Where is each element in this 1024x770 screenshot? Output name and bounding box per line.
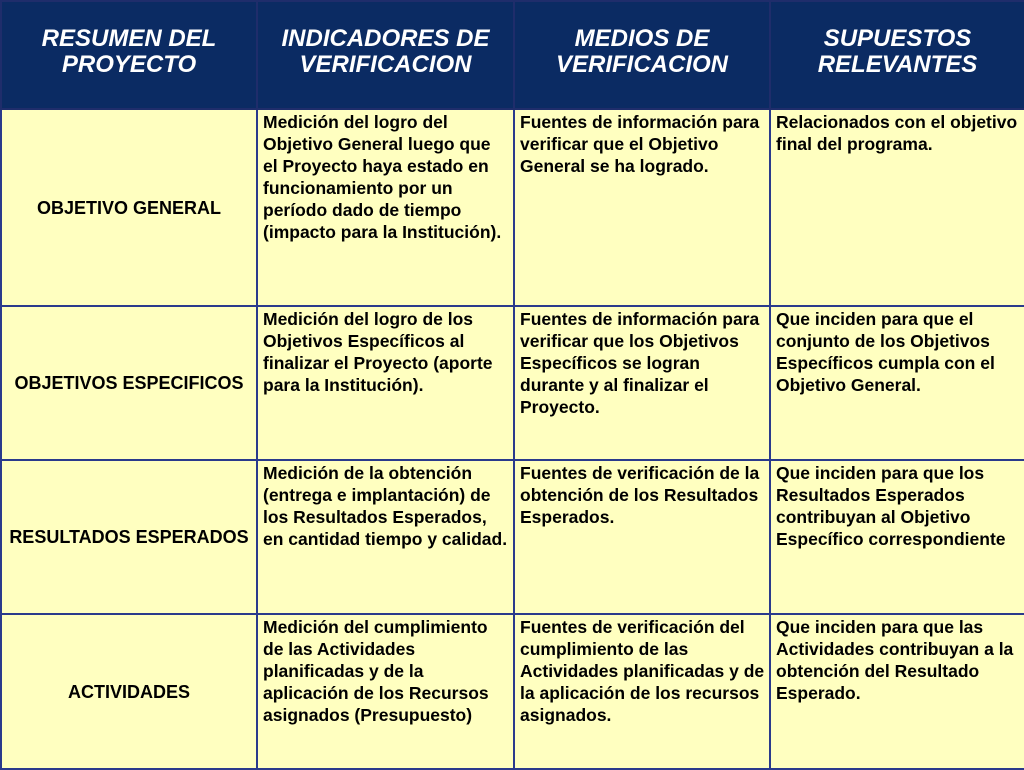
header-resumen: RESUMEN DEL PROYECTO [1, 1, 257, 109]
table-row-objetivos-especificos [1, 306, 1024, 460]
table-row-objetivo-general [1, 109, 1024, 306]
cell-indicadores: Medición de la obtención (entrega e implantación) de los Resultados Esperados, en cantidad tiempo y calidad. [257, 460, 514, 614]
header-row [1, 1, 1024, 109]
cell-medios: Fuentes de verificación del cumplimiento de las Actividades planificadas y de la aplicación de los recursos asignados. [514, 614, 770, 769]
cell-medios: Fuentes de información para verificar que el Objetivo General se ha logrado. [514, 109, 770, 306]
cell-medios: Fuentes de información para verificar que los Objetivos Específicos se logran durante y al finalizar el Proyecto. [514, 306, 770, 460]
cell-supuestos: Que inciden para que el conjunto de los Objetivos Específicos cumpla con el Objetivo General. [770, 306, 1024, 460]
table-row-resultados-esperados [1, 460, 1024, 614]
header-supuestos: SUPUESTOS RELEVANTES [770, 1, 1024, 109]
cell-supuestos: Que inciden para que los Resultados Esperados contribuyan al Objetivo Específico correspondiente [770, 460, 1024, 614]
row-label: RESULTADOS ESPERADOS [1, 460, 257, 614]
cell-indicadores: Medición del cumplimiento de las Actividades planificadas y de la aplicación de los Recursos asignados (Presupuesto) [257, 614, 514, 769]
cell-indicadores: Medición del logro del Objetivo General luego que el Proyecto haya estado en funcionamiento por un período dado de tiempo (impacto para la Institución). [257, 109, 514, 306]
table-row-actividades [1, 614, 1024, 769]
cell-supuestos: Relacionados con el objetivo final del programa. [770, 109, 1024, 306]
row-label: ACTIVIDADES [1, 614, 257, 769]
header-indicadores: INDICADORES DE VERIFICACION [257, 1, 514, 109]
cell-indicadores: Medición del logro de los Objetivos Específicos al finalizar el Proyecto (aporte para la Institución). [257, 306, 514, 460]
row-label: OBJETIVOS ESPECIFICOS [1, 306, 257, 460]
row-label: OBJETIVO GENERAL [1, 109, 257, 306]
cell-supuestos: Que inciden para que las Actividades contribuyan a la obtención del Resultado Esperado. [770, 614, 1024, 769]
header-medios: MEDIOS DE VERIFICACION [514, 1, 770, 109]
cell-medios: Fuentes de verificación de la obtención de los Resultados Esperados. [514, 460, 770, 614]
